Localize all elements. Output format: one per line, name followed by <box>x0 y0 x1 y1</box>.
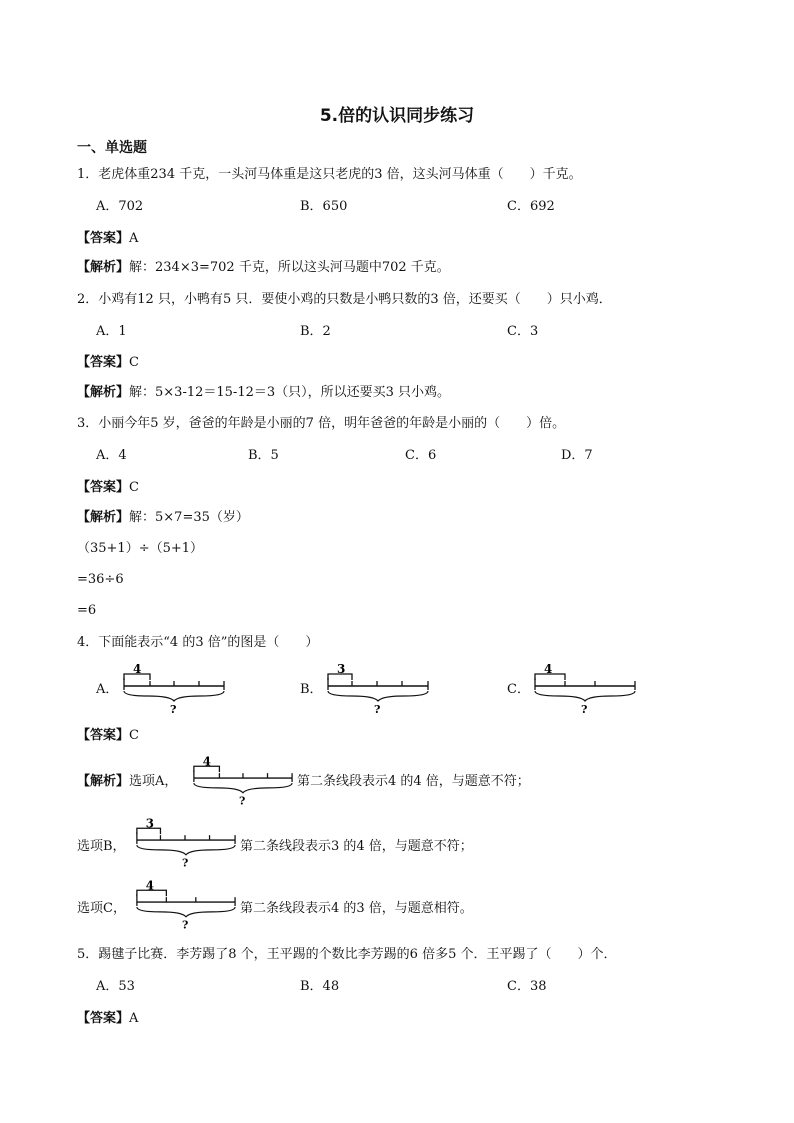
q5-option-b: B．48 <box>300 979 340 994</box>
q3-option-b: B．5 <box>248 448 279 463</box>
answer-tag: 【答案】 <box>77 231 130 246</box>
q3-option-c: C．6 <box>405 448 437 463</box>
q4-analysis-a-suffix: 第二条线段表示4 的4 倍，与题意不符； <box>297 774 530 789</box>
q3-calc-line-1: （35+1）÷（5+1） <box>77 541 204 556</box>
q5-option-a: A．53 <box>96 979 135 994</box>
diagram-top-label: 4 <box>133 662 142 676</box>
q4-option-a-label: A． <box>96 682 119 697</box>
q3-option-d: D．7 <box>561 448 593 463</box>
answer-value: C <box>129 355 139 370</box>
q4-analysis-c-diagram <box>131 876 239 934</box>
question-1-stem: 1．老虎体重234 千克，一头河马体重是这只老虎的3 倍，这头河马体重（ ）千克。 <box>77 167 582 182</box>
section-heading: 一、单选题 <box>77 140 147 156</box>
q2-option-c: C．3 <box>507 324 539 339</box>
diagram-top-label: 3 <box>337 662 346 676</box>
answer-value: A <box>129 1011 139 1026</box>
q3-calc-line-2: =36÷6 <box>77 572 124 587</box>
analysis-tag: 【解析】 <box>77 774 130 789</box>
q3-analysis <box>77 509 249 527</box>
q3-calc-line-3: =6 <box>77 603 97 618</box>
q4-option-c-label: C． <box>507 682 530 697</box>
q2-option-b: B．2 <box>300 324 331 339</box>
q1-analysis <box>77 259 450 277</box>
diagram-top-label: 4 <box>202 754 211 769</box>
q4-analysis-b-suffix: 第二条线段表示3 的4 倍，与题意不符； <box>240 839 473 854</box>
q3-answer <box>77 479 139 497</box>
answer-tag: 【答案】 <box>77 480 130 495</box>
diagram-top-label: 4 <box>544 662 553 676</box>
q1-option-b: B．650 <box>300 199 348 214</box>
analysis-tag: 【解析】 <box>77 260 130 275</box>
analysis-tag: 【解析】 <box>77 510 130 525</box>
q4-analysis-b-diagram <box>131 814 239 872</box>
answer-tag: 【答案】 <box>77 728 130 743</box>
q4-answer <box>77 727 139 745</box>
q2-option-a: A．1 <box>96 324 127 339</box>
answer-tag: 【答案】 <box>77 1011 130 1026</box>
q5-option-c: C．38 <box>507 979 547 994</box>
analysis-text: 选项A， <box>129 774 178 789</box>
q4-option-b-diagram <box>322 660 432 718</box>
diagram-bottom-label: ? <box>182 856 189 870</box>
q5-answer <box>77 1010 138 1028</box>
question-5-stem: 5．踢毽子比赛．李芳踢了8 个，王平踢的个数比李芳踢的6 倍多5 个．王平踢了（ ）个． <box>77 947 617 962</box>
answer-tag: 【答案】 <box>77 355 130 370</box>
diagram-top-label: 3 <box>145 816 154 831</box>
q4-analysis-b-prefix: 选项B， <box>77 839 126 854</box>
q4-option-b-label: B． <box>300 682 323 697</box>
q1-option-a: A．702 <box>96 199 144 214</box>
diagram-bottom-label: ? <box>182 918 189 932</box>
answer-value: C <box>129 728 139 743</box>
q4-analysis-a-diagram <box>188 752 296 810</box>
analysis-text: 解：5×7=35（岁） <box>129 510 249 525</box>
q4-analysis-a-prefix <box>77 773 177 791</box>
page-title: 5.倍的认识同步练习 <box>319 106 475 126</box>
diagram-bottom-label: ? <box>374 703 381 716</box>
analysis-text: 解：5×3-12＝15-12＝3（只），所以还要买3 只小鸡。 <box>129 385 451 400</box>
question-4-stem: 4．下面能表示“4 的3 倍”的图是（ ） <box>77 635 319 650</box>
q2-analysis <box>77 384 450 402</box>
question-3-stem: 3．小丽今年5 岁，爸爸的年龄是小丽的7 倍，明年爸爸的年龄是小丽的（ ）倍。 <box>77 416 566 431</box>
q4-option-a-diagram <box>118 660 228 718</box>
q4-analysis-c-prefix: 选项C， <box>77 901 126 916</box>
q4-option-c-diagram <box>529 660 639 718</box>
q3-option-a: A．4 <box>96 448 127 463</box>
analysis-text: 解：234×3=702 千克，所以这头河马题中702 千克。 <box>129 260 450 275</box>
diagram-bottom-label: ? <box>581 703 588 716</box>
q1-option-c: C．692 <box>507 199 555 214</box>
answer-value: A <box>129 231 139 246</box>
q2-answer <box>77 354 139 372</box>
diagram-top-label: 4 <box>145 878 154 893</box>
diagram-bottom-label: ? <box>170 703 177 716</box>
q1-answer <box>77 230 138 248</box>
question-2-stem: 2．小鸡有12 只，小鸭有5 只．要使小鸡的只数是小鸭只数的3 倍，还要买（ ）只小鸡． <box>77 292 612 307</box>
diagram-bottom-label: ? <box>239 794 246 808</box>
analysis-tag: 【解析】 <box>77 385 130 400</box>
answer-value: C <box>129 480 139 495</box>
q4-analysis-c-suffix: 第二条线段表示4 的3 倍，与题意相符。 <box>240 901 473 916</box>
